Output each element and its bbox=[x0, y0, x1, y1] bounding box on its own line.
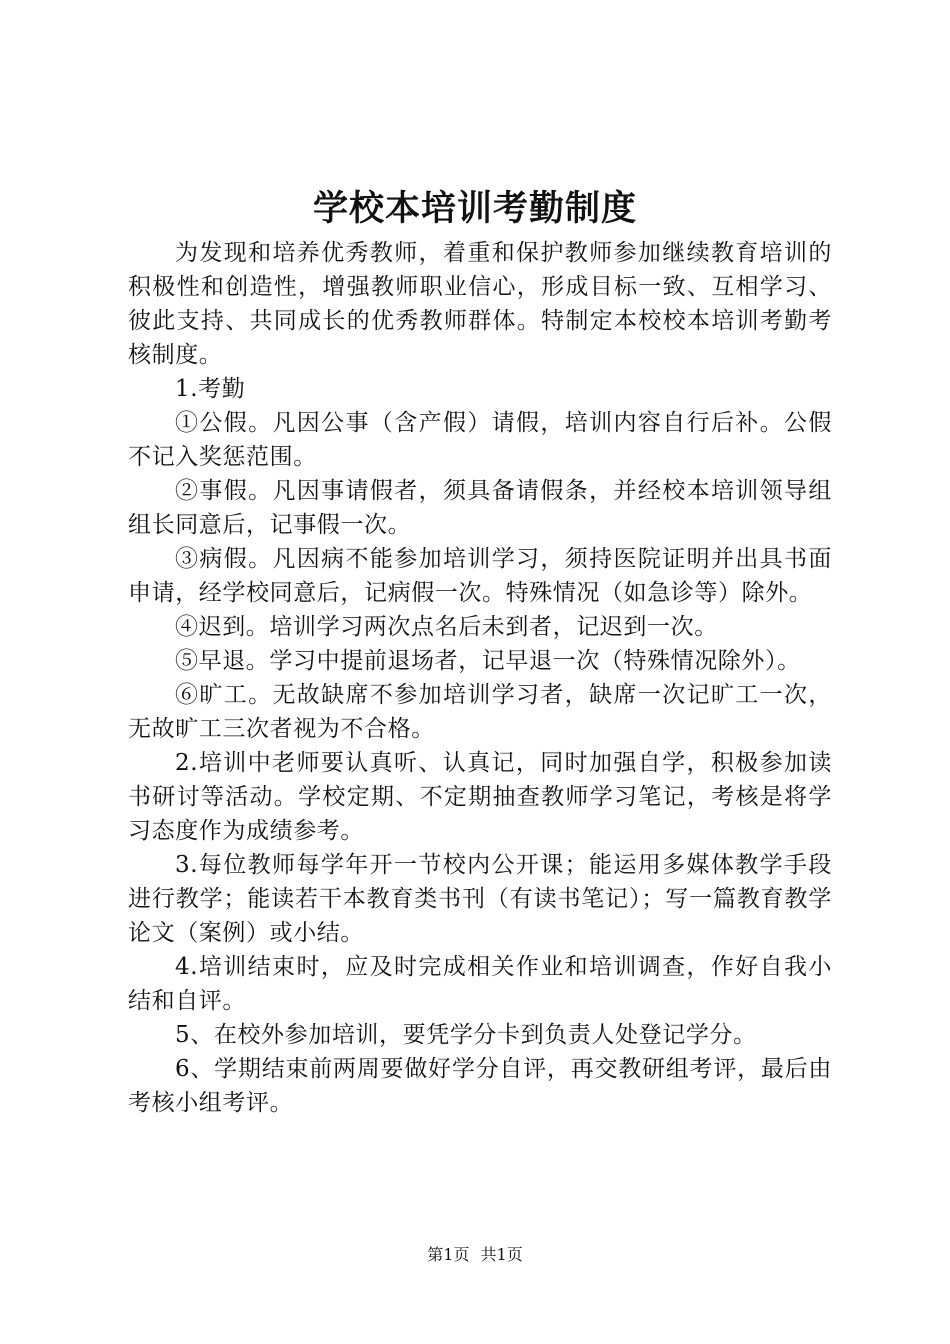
rule-absence: ⑥旷工。无故缺席不参加培训学习者，缺席一次记旷工一次，无故旷工三次者视为不合格。 bbox=[128, 682, 832, 742]
section-attendance-heading: 1.考勤 bbox=[175, 376, 246, 402]
page-footer bbox=[0, 1244, 950, 1266]
rule-personal-leave: ②事假。凡因事请假者，须具备请假条，并经校本培训领导组组长同意后，记事假一次。 bbox=[128, 478, 832, 538]
page-number: 第1页 bbox=[427, 1245, 470, 1264]
rule-early-leave: ⑤早退。学习中提前退场者，记早退一次（特殊情况除外）。 bbox=[175, 648, 801, 674]
section-external-training: 5、在校外参加培训，要凭学分卡到负责人处登记学分。 bbox=[175, 1022, 757, 1048]
document-title: 学校本培训考勤制度 bbox=[312, 188, 637, 229]
section-teacher-tasks: 3.每位教师每学年开一节校内公开课；能运用多媒体教学手段进行教学；能读若干本教育类书刊（有读书笔记）；写一篇教育教学论文（案例）或小结。 bbox=[128, 852, 832, 946]
rule-late: ④迟到。培训学习两次点名后未到者，记迟到一次。 bbox=[175, 614, 718, 640]
section-credit-evaluation: 6、学期结束前两周要做好学分自评，再交教研组考评，最后由考核小组考评。 bbox=[128, 1056, 832, 1116]
rule-public-leave: ①公假。凡因公事（含产假）请假，培训内容自行后补。公假不记入奖惩范围。 bbox=[128, 410, 832, 470]
rule-sick-leave: ③病假。凡因病不能参加培训学习，须持医院证明并出具书面申请，经学校同意后，记病假一次。特殊情况（如急诊等）除外。 bbox=[128, 546, 832, 606]
page-total: 共1页 bbox=[480, 1245, 523, 1264]
section-study-requirements: 2.培训中老师要认真听、认真记，同时加强自学，积极参加读书研讨等活动。学校定期、不定期抽查教师学习笔记，考核是将学习态度作为成绩参考。 bbox=[128, 750, 832, 844]
intro-paragraph: 为发现和培养优秀教师，着重和保护教师参加继续教育培训的积极性和创造性，增强教师职业信心，形成目标一致、互相学习、彼此支持、共同成长的优秀教师群体。特制定本校校本培训考勤考核制度。 bbox=[128, 240, 832, 368]
section-training-completion: 4.培训结束时，应及时完成相关作业和培训调查，作好自我小结和自评。 bbox=[128, 954, 832, 1014]
document-body bbox=[128, 236, 832, 1120]
